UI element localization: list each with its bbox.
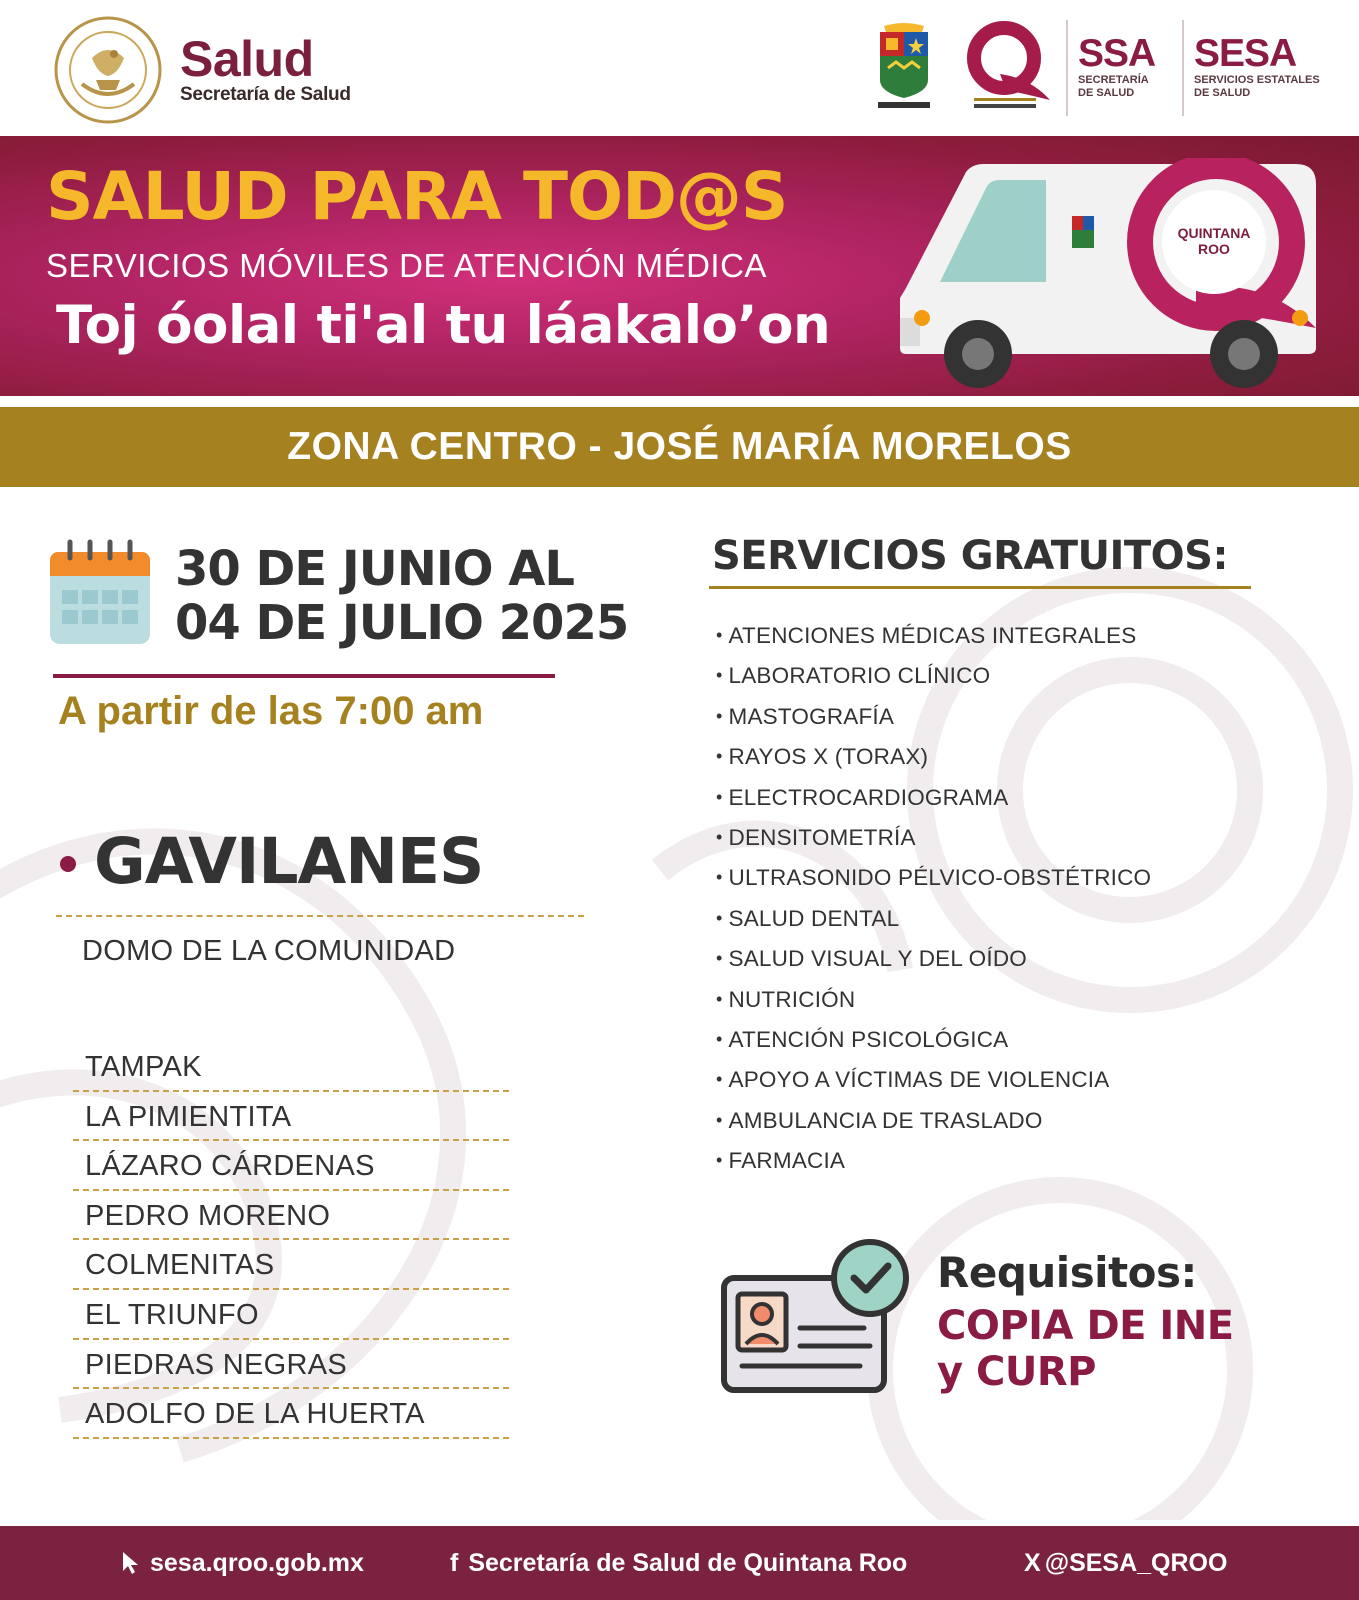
calendar-icon [48, 538, 152, 646]
service-name: SALUD DENTAL [728, 905, 900, 931]
list-item: • FARMACIA [716, 1148, 846, 1174]
main-location-name: GAVILANES [94, 825, 484, 898]
salud-brand [180, 31, 351, 106]
service-name: ATENCIONES MÉDICAS INTEGRALES [728, 623, 1137, 648]
list-item: • AMBULANCIA DE TRASLADO [716, 1107, 1043, 1133]
zone-bar [0, 407, 1359, 487]
list-item: • ELECTROCARDIOGRAMA [716, 784, 1009, 810]
services-list [716, 616, 1151, 1181]
list-item [73, 1389, 509, 1439]
service-name: ELECTROCARDIOGRAMA [728, 784, 1009, 810]
id-card-check-icon [720, 1238, 914, 1394]
list-item [73, 1042, 509, 1092]
banner-subtitle: SERVICIOS MÓVILES DE ATENCIÓN MÉDICA [46, 247, 767, 284]
twitter-link[interactable] [1024, 1526, 1227, 1600]
towns-list [73, 1042, 509, 1439]
cursor-icon [122, 1551, 140, 1575]
town-name: LA PIMIENTITA [85, 1100, 292, 1133]
list-item: • NUTRICIÓN [716, 986, 856, 1012]
service-name: ULTRASONIDO PÉLVICO-OBSTÉTRICO [728, 865, 1152, 891]
list-item: • RAYOS X (TORAX) [716, 744, 929, 770]
town-name: LÁZARO CÁRDENAS [85, 1150, 375, 1183]
service-name: FARMACIA [728, 1148, 846, 1174]
town-name: ADOLFO DE LA HUERTA [85, 1398, 425, 1431]
service-name: LABORATORIO CLÍNICO [728, 663, 991, 689]
list-item [73, 1191, 509, 1241]
header-separator [1182, 20, 1184, 116]
facebook-link[interactable] [450, 1526, 907, 1600]
requirements-title: Requisitos: [937, 1248, 1197, 1297]
list-item: • MASTOGRAFÍA [716, 703, 895, 729]
town-name: TAMPAK [85, 1051, 202, 1083]
hero-banner [0, 136, 1359, 396]
list-item: • ULTRASONIDO PÉLVICO-OBSTÉTRICO [716, 865, 1152, 891]
list-item: • APOYO A VÍCTIMAS DE VIOLENCIA [716, 1067, 1110, 1093]
twitter-text: @SESA_QROO [1044, 1548, 1228, 1577]
list-item [73, 1141, 509, 1191]
bullet-icon [60, 856, 76, 872]
banner-title: SALUD PARA TOD@S [46, 158, 788, 235]
service-name: MASTOGRAFÍA [728, 703, 895, 729]
services-divider [709, 586, 1251, 589]
website-link[interactable] [122, 1526, 364, 1600]
list-item [73, 1240, 509, 1290]
header-separator [1066, 20, 1068, 116]
service-name: ATENCIÓN PSICOLÓGICA [728, 1026, 1009, 1052]
x-icon: X [1024, 1548, 1041, 1577]
list-item: • SALUD DENTAL [716, 905, 900, 931]
mexico-seal-icon [52, 14, 164, 126]
list-item: • ATENCIÓN PSICOLÓGICA [716, 1026, 1009, 1052]
sesa-logo [1194, 34, 1320, 100]
service-name: RAYOS X (TORAX) [728, 744, 929, 770]
service-name: AMBULANCIA DE TRASLADO [728, 1107, 1043, 1133]
banner-maya-slogan: Toj óolal ti'al tu láakalo’on [56, 295, 831, 356]
facebook-text: Secretaría de Salud de Quintana Roo [468, 1548, 908, 1577]
zone-label: ZONA CENTRO - JOSÉ MARÍA MORELOS [287, 425, 1072, 468]
q-logo-icon [960, 18, 1052, 112]
list-item: • LABORATORIO CLÍNICO [716, 663, 991, 689]
header [0, 0, 1359, 136]
date-line-1: 30 DE JUNIO AL [175, 541, 574, 597]
list-item: • ATENCIONES MÉDICAS INTEGRALES [716, 623, 1137, 648]
date-line-2: 04 DE JULIO 2025 [175, 595, 629, 651]
list-item: • DENSITOMETRÍA [716, 824, 916, 850]
van-logo-text-1: QUINTANA [1177, 225, 1251, 241]
salud-subtitle: Secretaría de Salud [180, 84, 351, 105]
town-name: EL TRIUNFO [85, 1298, 259, 1331]
start-time: A partir de las 7:00 am [58, 689, 484, 733]
main-location-place: DOMO DE LA COMUNIDAD [82, 935, 456, 967]
services-title: SERVICIOS GRATUITOS: [712, 533, 1228, 579]
sesa-desc-1: SERVICIOS ESTATALES [1194, 74, 1320, 86]
requirements-line-2: y CURP [937, 1349, 1096, 1395]
van-logo-text-2: ROO [1198, 241, 1230, 257]
list-item [73, 1290, 509, 1340]
date-divider [53, 674, 555, 678]
sesa-desc-2: DE SALUD [1194, 87, 1251, 99]
footer [0, 1526, 1359, 1600]
website-text: sesa.qroo.gob.mx [150, 1548, 364, 1577]
facebook-icon: f [450, 1548, 459, 1577]
service-name: APOYO A VÍCTIMAS DE VIOLENCIA [728, 1067, 1110, 1093]
van-icon [896, 158, 1336, 388]
salud-title: Salud [180, 31, 314, 87]
list-item [73, 1340, 509, 1390]
ssa-desc-2: DE SALUD [1078, 87, 1135, 99]
sesa-name: SESA [1194, 32, 1297, 75]
service-name: SALUD VISUAL Y DEL OÍDO [728, 946, 1027, 972]
ssa-name: SSA [1078, 32, 1156, 75]
list-item [73, 1092, 509, 1142]
service-name: NUTRICIÓN [728, 986, 856, 1012]
town-name: PEDRO MORENO [85, 1199, 331, 1232]
main-location-divider [56, 915, 584, 917]
ssa-desc-1: SECRETARÍA [1078, 74, 1149, 86]
town-name: COLMENITAS [85, 1249, 275, 1282]
ssa-logo [1078, 34, 1155, 100]
quintana-roo-shield-icon [874, 22, 934, 112]
requirements-line-1: COPIA DE INE [937, 1303, 1234, 1349]
town-name: PIEDRAS NEGRAS [85, 1348, 348, 1381]
list-item: • SALUD VISUAL Y DEL OÍDO [716, 946, 1027, 972]
service-name: DENSITOMETRÍA [728, 824, 916, 850]
